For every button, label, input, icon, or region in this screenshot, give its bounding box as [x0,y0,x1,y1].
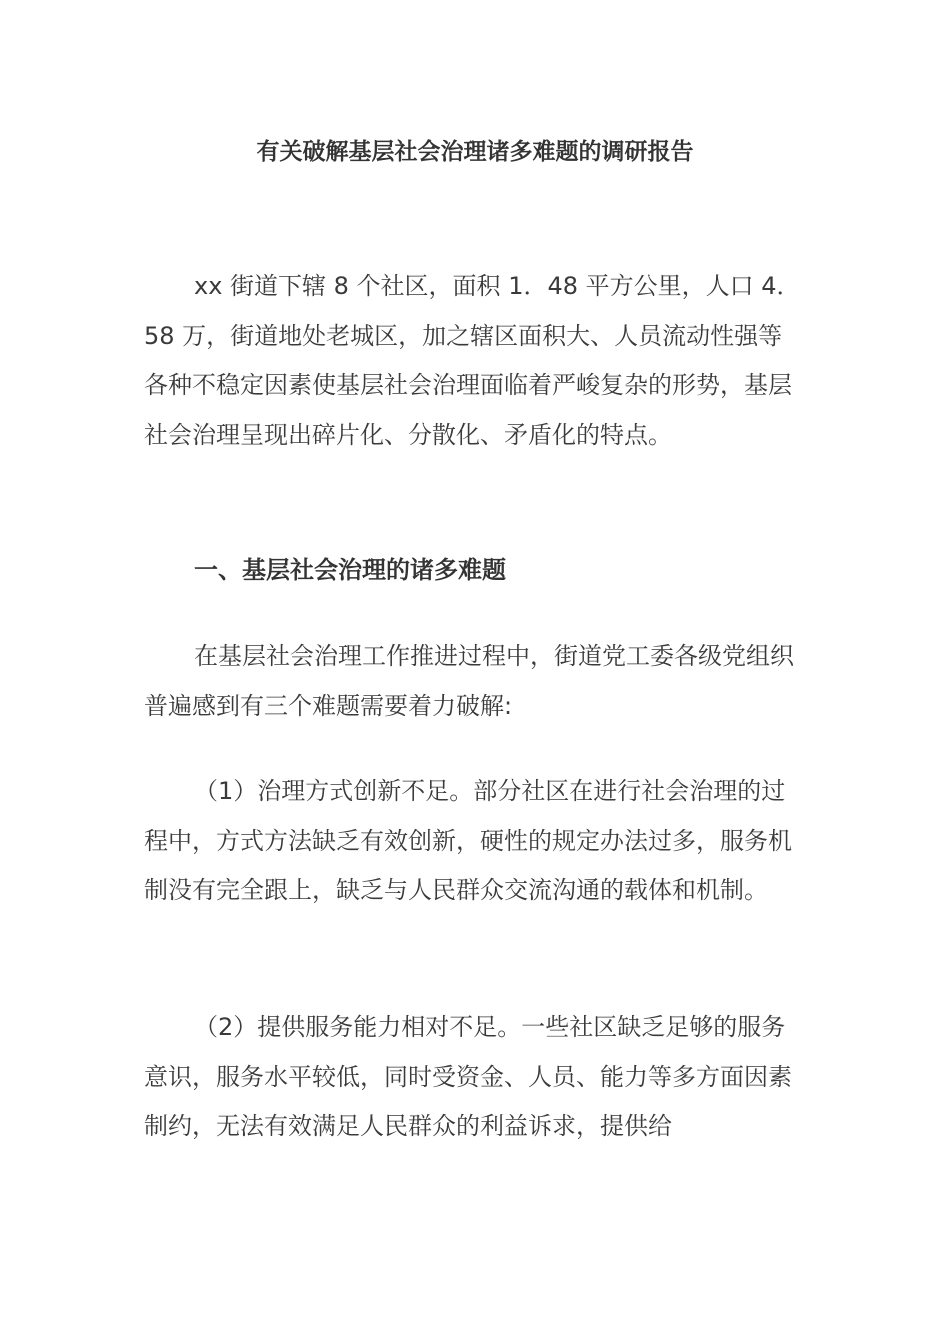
section-heading: 一、基层社会治理的诸多难题 [194,556,506,584]
section-lead-paragraph: 在基层社会治理工作推进过程中，街道党工委各级党组织普遍感到有三个难题需要着力破解: [144,642,794,720]
point-1-paragraph: （1）治理方式创新不足。部分社区在进行社会治理的过程中，方式方法缺乏有效创新，硬性的规定办法过多，服务机制没有完全跟上，缺乏与人民群众交流沟通的载体和机制。 [144,777,792,904]
document-title: 有关破解基层社会治理诸多难题的调研报告 [256,139,694,165]
intro-paragraph: xx 街道下辖 8 个社区，面积 1．48 平方公里，人口 4．58 万，街道地处老城区，加之辖区面积大、人员流动性强等各种不稳定因素使基层社会治理面临着严峻复杂的形势，基层社会治理呈现出碎片化、分散化、矛盾化的特点。 [144,272,801,449]
point-2-paragraph: （2）提供服务能力相对不足。一些社区缺乏足够的服务意识，服务水平较低，同时受资金、人员、能力等多方面因素制约，无法有效满足人民群众的利益诉求，提供给 [144,1013,792,1140]
